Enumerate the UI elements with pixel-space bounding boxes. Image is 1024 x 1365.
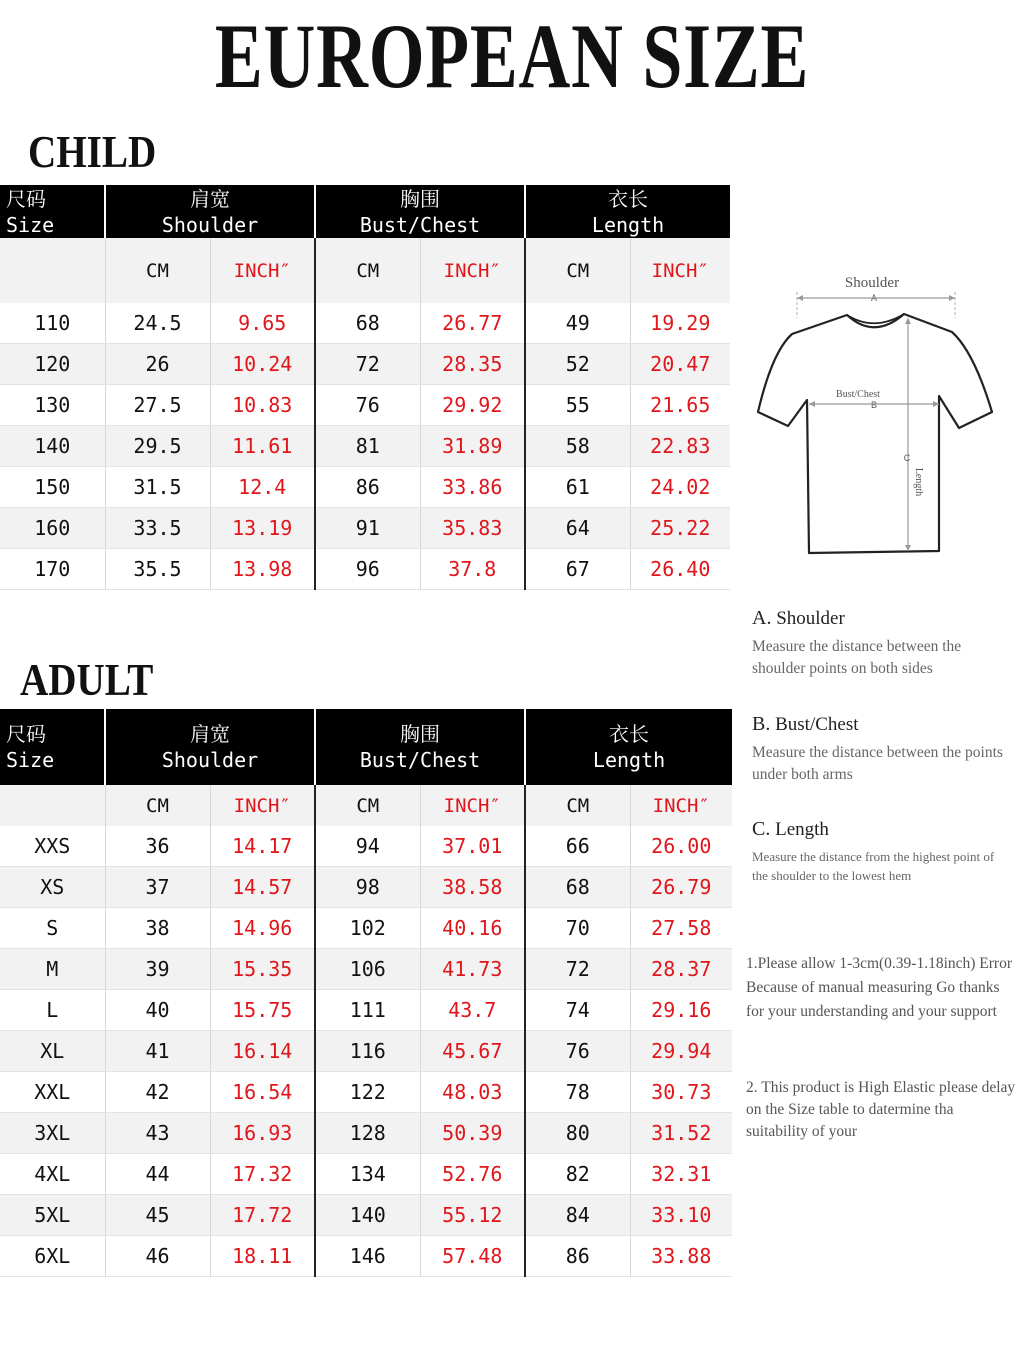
length-cm-cell: 52 [525, 344, 630, 385]
length-inch-cell: 22.83 [630, 426, 730, 467]
measure-length [752, 818, 1012, 885]
shoulder-cm-cell: 31.5 [105, 467, 210, 508]
chest-inch-cell: 26.77 [420, 303, 525, 344]
length-cm-cell: 64 [525, 508, 630, 549]
length-cm-cell: 68 [525, 867, 630, 908]
length-inch-cell: 29.16 [630, 990, 732, 1031]
size-cell: M [0, 949, 105, 990]
unit-cm: CM [315, 785, 420, 826]
shoulder-inch-cell: 10.24 [210, 344, 315, 385]
shoulder-cm-cell: 40 [105, 990, 210, 1031]
size-cell: 140 [0, 426, 105, 467]
size-cell: 6XL [0, 1236, 105, 1277]
length-inch-cell: 26.40 [630, 549, 730, 590]
chest-inch-cell: 55.12 [420, 1195, 525, 1236]
chest-cm-cell: 134 [315, 1154, 420, 1195]
chest-cm-cell: 116 [315, 1031, 420, 1072]
size-cell: 160 [0, 508, 105, 549]
length-cm-cell: 76 [525, 1031, 630, 1072]
measure-title: Bust/Chest [775, 714, 859, 735]
shoulder-cm-cell: 46 [105, 1236, 210, 1277]
measure-title: Shoulder [776, 608, 845, 629]
shoulder-inch-cell: 16.54 [210, 1072, 315, 1113]
measure-desc: Measure the distance between the shoulder points on both sides [752, 638, 962, 677]
unit-cm: CM [525, 785, 630, 826]
chest-inch-cell: 40.16 [420, 908, 525, 949]
table-row [0, 826, 732, 867]
adult-section-title: ADULT [20, 654, 154, 705]
length-inch-cell: 30.73 [630, 1072, 732, 1113]
page-title: EUROPEAN SIZE [214, 5, 810, 107]
size-cell: 110 [0, 303, 105, 344]
chest-inch-cell: 31.89 [420, 426, 525, 467]
measure-title: Length [775, 819, 829, 840]
size-cell: XXS [0, 826, 105, 867]
length-inch-cell: 26.00 [630, 826, 732, 867]
measure-letter: A. [752, 607, 772, 629]
shoulder-cm-cell: 44 [105, 1154, 210, 1195]
diagram-chest-label: Bust/Chest [836, 389, 880, 400]
length-cm-cell: 58 [525, 426, 630, 467]
size-cell: 170 [0, 549, 105, 590]
chest-cm-cell: 128 [315, 1113, 420, 1154]
adult-size-table [0, 709, 732, 1277]
table-header [0, 709, 732, 785]
chest-cm-cell: 94 [315, 826, 420, 867]
size-cell: S [0, 908, 105, 949]
table-row [0, 467, 730, 508]
unit-inch: INCH″ [420, 785, 525, 826]
shoulder-header: 肩宽 Shoulder [105, 185, 315, 238]
shoulder-inch-cell: 10.83 [210, 385, 315, 426]
shoulder-inch-cell: 13.19 [210, 508, 315, 549]
table-row [0, 1236, 732, 1277]
shoulder-cm-cell: 37 [105, 867, 210, 908]
shoulder-inch-cell: 11.61 [210, 426, 315, 467]
chest-cm-cell: 91 [315, 508, 420, 549]
chest-cm-cell: 81 [315, 426, 420, 467]
shoulder-inch-cell: 15.75 [210, 990, 315, 1031]
measure-desc: Measure the distance from the highest point of the shoulder to the lowest hem [752, 849, 995, 883]
measure-chest [752, 713, 1012, 786]
unit-inch: INCH″ [210, 238, 315, 303]
shoulder-cm-cell: 26 [105, 344, 210, 385]
unit-inch: INCH″ [630, 785, 732, 826]
chest-inch-cell: 37.01 [420, 826, 525, 867]
chest-cm-cell: 106 [315, 949, 420, 990]
diagram-shoulder-letter: A [870, 293, 878, 303]
size-cell: XS [0, 867, 105, 908]
length-cm-cell: 55 [525, 385, 630, 426]
size-cell: 3XL [0, 1113, 105, 1154]
shoulder-cm-cell: 27.5 [105, 385, 210, 426]
shoulder-inch-cell: 17.32 [210, 1154, 315, 1195]
shoulder-cm-cell: 41 [105, 1031, 210, 1072]
size-cell: 130 [0, 385, 105, 426]
shoulder-inch-cell: 17.72 [210, 1195, 315, 1236]
table-row [0, 303, 730, 344]
table-row [0, 1154, 732, 1195]
table-row [0, 908, 732, 949]
length-inch-cell: 33.88 [630, 1236, 732, 1277]
chest-header: 胸围 Bust/Chest [315, 185, 525, 238]
shoulder-inch-cell: 13.98 [210, 549, 315, 590]
chest-inch-cell: 41.73 [420, 949, 525, 990]
unit-inch: INCH″ [420, 238, 525, 303]
shoulder-cm-cell: 39 [105, 949, 210, 990]
length-cm-cell: 74 [525, 990, 630, 1031]
table-row [0, 426, 730, 467]
chest-cm-cell: 111 [315, 990, 420, 1031]
unit-inch: INCH″ [210, 785, 315, 826]
length-cm-cell: 80 [525, 1113, 630, 1154]
unit-cm: CM [105, 785, 210, 826]
chest-cm-cell: 86 [315, 467, 420, 508]
shoulder-inch-cell: 14.17 [210, 826, 315, 867]
shoulder-cm-cell: 29.5 [105, 426, 210, 467]
table-header [0, 185, 730, 238]
chest-cm-cell: 122 [315, 1072, 420, 1113]
table-row [0, 867, 732, 908]
measure-letter: B. [752, 713, 771, 735]
length-header: 衣长 Length [525, 185, 730, 238]
size-cell: XL [0, 1031, 105, 1072]
table-row [0, 1195, 732, 1236]
unit-row [0, 785, 732, 826]
unit-row [0, 238, 730, 303]
size-header: 尺码 Size [0, 185, 105, 238]
length-inch-cell: 20.47 [630, 344, 730, 385]
length-cm-cell: 86 [525, 1236, 630, 1277]
table-row [0, 549, 730, 590]
chest-cm-cell: 140 [315, 1195, 420, 1236]
table-row [0, 1031, 732, 1072]
table-row [0, 990, 732, 1031]
shoulder-cm-cell: 43 [105, 1113, 210, 1154]
length-cm-cell: 67 [525, 549, 630, 590]
table-row [0, 508, 730, 549]
chest-inch-cell: 57.48 [420, 1236, 525, 1277]
chest-inch-cell: 52.76 [420, 1154, 525, 1195]
length-inch-cell: 24.02 [630, 467, 730, 508]
length-inch-cell: 25.22 [630, 508, 730, 549]
shoulder-inch-cell: 14.96 [210, 908, 315, 949]
table-row [0, 949, 732, 990]
diagram-length-letter: C [903, 453, 911, 463]
note-tolerance: 1.Please allow 1-3cm(0.39-1.18inch) Error Because of manual measuring Go thanks for your understanding and your support [746, 955, 1013, 1020]
chest-inch-cell: 43.7 [420, 990, 525, 1031]
chest-cm-cell: 96 [315, 549, 420, 590]
shoulder-cm-cell: 45 [105, 1195, 210, 1236]
length-inch-cell: 21.65 [630, 385, 730, 426]
length-cm-cell: 82 [525, 1154, 630, 1195]
table-row [0, 1072, 732, 1113]
chest-inch-cell: 50.39 [420, 1113, 525, 1154]
length-inch-cell: 33.10 [630, 1195, 732, 1236]
chest-cm-cell: 76 [315, 385, 420, 426]
shoulder-inch-cell: 12.4 [210, 467, 315, 508]
chest-inch-cell: 28.35 [420, 344, 525, 385]
table-row [0, 385, 730, 426]
length-cm-cell: 66 [525, 826, 630, 867]
chest-cm-cell: 72 [315, 344, 420, 385]
chest-inch-cell: 45.67 [420, 1031, 525, 1072]
chest-inch-cell: 37.8 [420, 549, 525, 590]
length-inch-cell: 28.37 [630, 949, 732, 990]
measure-letter: C. [752, 818, 771, 840]
child-section-title: CHILD [28, 126, 157, 177]
chest-cm-cell: 68 [315, 303, 420, 344]
chest-cm-cell: 146 [315, 1236, 420, 1277]
chest-header: 胸围 Bust/Chest [315, 709, 525, 785]
table-row [0, 344, 730, 385]
length-cm-cell: 70 [525, 908, 630, 949]
chest-inch-cell: 38.58 [420, 867, 525, 908]
length-inch-cell: 29.94 [630, 1031, 732, 1072]
shoulder-cm-cell: 33.5 [105, 508, 210, 549]
diagram-length-label: Length [913, 467, 924, 497]
shoulder-cm-cell: 38 [105, 908, 210, 949]
shoulder-inch-cell: 16.93 [210, 1113, 315, 1154]
size-cell: 5XL [0, 1195, 105, 1236]
length-header: 衣长 Length [525, 709, 732, 785]
length-cm-cell: 72 [525, 949, 630, 990]
chest-inch-cell: 33.86 [420, 467, 525, 508]
size-cell: 150 [0, 467, 105, 508]
unit-cm: CM [315, 238, 420, 303]
shoulder-inch-cell: 9.65 [210, 303, 315, 344]
length-cm-cell: 49 [525, 303, 630, 344]
size-cell: L [0, 990, 105, 1031]
length-inch-cell: 19.29 [630, 303, 730, 344]
note-elastic: 2. This product is High Elastic please delay on the Size table to datermine tha suitability of your [746, 1079, 1016, 1140]
shoulder-inch-cell: 18.11 [210, 1236, 315, 1277]
shoulder-inch-cell: 14.57 [210, 867, 315, 908]
unit-inch: INCH″ [630, 238, 730, 303]
size-cell: 120 [0, 344, 105, 385]
measure-desc: Measure the distance between the points under both arms [752, 744, 1003, 783]
unit-cm: CM [525, 238, 630, 303]
length-cm-cell: 78 [525, 1072, 630, 1113]
chest-inch-cell: 48.03 [420, 1072, 525, 1113]
length-inch-cell: 27.58 [630, 908, 732, 949]
shoulder-cm-cell: 35.5 [105, 549, 210, 590]
length-inch-cell: 31.52 [630, 1113, 732, 1154]
shoulder-cm-cell: 36 [105, 826, 210, 867]
chest-cm-cell: 102 [315, 908, 420, 949]
diagram-chest-letter: B [870, 400, 878, 410]
length-cm-cell: 61 [525, 467, 630, 508]
size-cell: 4XL [0, 1154, 105, 1195]
size-cell: XXL [0, 1072, 105, 1113]
diagram-shoulder-label: Shoulder [844, 275, 900, 291]
child-size-table [0, 185, 730, 590]
chest-cm-cell: 98 [315, 867, 420, 908]
chest-inch-cell: 29.92 [420, 385, 525, 426]
shoulder-inch-cell: 15.35 [210, 949, 315, 990]
chest-inch-cell: 35.83 [420, 508, 525, 549]
shoulder-cm-cell: 42 [105, 1072, 210, 1113]
length-inch-cell: 26.79 [630, 867, 732, 908]
shoulder-inch-cell: 16.14 [210, 1031, 315, 1072]
length-inch-cell: 32.31 [630, 1154, 732, 1195]
measure-shoulder [752, 607, 1012, 680]
unit-cm: CM [105, 238, 210, 303]
size-header: 尺码 Size [0, 709, 105, 785]
t-shirt-icon [752, 270, 1002, 560]
shoulder-cm-cell: 24.5 [105, 303, 210, 344]
shoulder-header: 肩宽 Shoulder [105, 709, 315, 785]
length-cm-cell: 84 [525, 1195, 630, 1236]
table-row [0, 1113, 732, 1154]
